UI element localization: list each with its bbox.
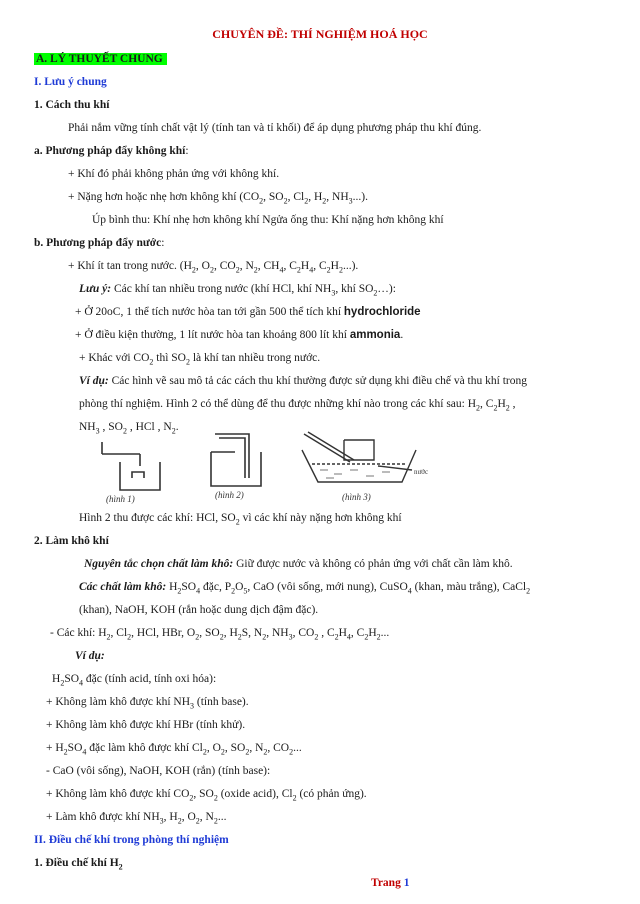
- section-ii-heading: II. Điều chế khí trong phòng thí nghiệm: [34, 834, 229, 846]
- example-item-6: + Không làm khô được khí $CO_2$, $SO_2$ (oxide acid), $Cl_2$ (có phản ứng).: [46, 788, 367, 803]
- drying-agents-line-1: Các chất làm khô: $H_2SO_4$ đặc, $P_2O_5$, CaO (vôi sống, mới nung), CuSO$_4$ (khan, màu trắng), CaCl$_2$: [79, 581, 531, 596]
- page-number: 1: [403, 877, 410, 889]
- figure-3-diagram: [298, 430, 438, 502]
- section-i-heading: I. Lưu ý chung: [34, 76, 107, 88]
- gas-list-line: - Các khí: $H_2$, $Cl_2$, HCl, HBr, $O_2$, $SO_2$, $H_2S$, $N_2$, $NH_3$, $CO_2$ , $C_2H_4$, $C_2H_2$...: [50, 627, 390, 642]
- heading-gas-collection: 1. Cách thu khí: [34, 99, 110, 111]
- note-item-3: + Khác với $CO_2$ thì $SO_2$ là khí tan nhiều trong nước.: [79, 352, 321, 367]
- example-item-2: + Không làm khô được khí $NH_3$ (tính base).: [46, 696, 249, 711]
- section-a-label: A. LÝ THUYẾT CHUNG: [34, 53, 167, 65]
- figure-1-caption: (hình 1): [106, 494, 135, 504]
- example-item-5: - CaO (vôi sống), NaOH, KOH (rắn) (tính base):: [46, 765, 271, 777]
- drying-principle: Nguyên tắc chọn chất làm khô: Giữ được nước và không có phản ứng với chất cần làm khô.: [84, 558, 513, 570]
- note-item-1: + Ở 20oC, 1 thể tích nước hòa tan tới gần 500 thể tích khí hydrochloride: [75, 306, 421, 318]
- paragraph-gas-collection: Phải nắm vững tính chất vật lý (tính tan và tỉ khối) để áp dụng phương pháp thu khí đúng.: [68, 122, 482, 134]
- figure-3-caption: (hình 3): [342, 492, 371, 502]
- example-item-1: $H_2SO_4$ đặc (tính acid, tính oxi hóa):: [52, 673, 217, 688]
- figure-2-diagram: [205, 428, 275, 500]
- example-line-3: $NH_3$ , $SO_2$ , HCl , $N_2$.: [79, 421, 179, 436]
- answer-line: Hình 2 thu được các khí: HCl, $SO_2$ vì các khí này nặng hơn không khí: [79, 512, 402, 527]
- heading-air-method: a. Phương pháp đẩy không khí:: [34, 145, 189, 157]
- note-line: Lưu ý: Các khí tan nhiều trong nước (khí HCl, khí $NH_3$, khí $SO_2\dots$):: [79, 283, 396, 298]
- heading-water-method: b. Phương pháp đẩy nước:: [34, 237, 165, 249]
- water-method-line-1: + Khí ít tan trong nước. ($H_2$, $O_2$, $CO_2$, $N_2$, $CH_4$, $C_2H_4$, $C_2H_2$...).: [68, 260, 359, 275]
- example-line-1: Ví dụ: Các hình vẽ sau mô tả các cách thu khí thường được sử dụng khi điều chế và thu khí trong: [79, 375, 527, 387]
- example-item-3: + Không làm khô được khí HBr (tính khử).: [46, 719, 246, 731]
- section-a-heading: [34, 52, 167, 67]
- heading-h2-prep: 1. Điều chế khí $H_2$: [34, 857, 123, 872]
- document-title: CHUYÊN ĐỀ: THÍ NGHIỆM HOÁ HỌC: [212, 27, 428, 41]
- drying-agents-line-2: (khan), NaOH, KOH (rắn hoặc dung dịch đậm đặc).: [79, 604, 319, 616]
- example-item-7: + Làm khô được khí $NH_3$, $H_2$, $O_2$, $N_2$...: [46, 811, 227, 826]
- example-heading-2: Ví dụ:: [75, 650, 105, 662]
- example-line-2: phòng thí nghiệm. Hình 2 có thể dùng để thu được những khí nào trong các khí sau: $H_2$, $C_2H_2$ ,: [79, 398, 516, 413]
- figure-1-diagram: [90, 432, 180, 504]
- heading-drying: 2. Làm khô khí: [34, 535, 109, 547]
- example-item-4: + $H_2SO_4$ đặc làm khô được khí $Cl_2$, $O_2$, $SO_2$, $N_2$, $CO_2$...: [46, 742, 302, 757]
- air-method-line-3: Úp bình thu: Khí nhẹ hơn không khí Ngửa ống thu: Khí nặng hơn không khí: [92, 214, 444, 226]
- page-footer: Trang 1: [371, 877, 410, 889]
- note-item-2: + Ở điều kiện thường, 1 lít nước hòa tan khoảng 800 lít khí ammonia.: [75, 329, 404, 341]
- figure-3-water-label: nước: [414, 468, 429, 476]
- air-method-line-1: + Khí đó phải không phản ứng với không khí.: [68, 168, 280, 180]
- air-method-line-2: + Nặng hơn hoặc nhẹ hơn không khí ($CO_2$, $SO_2$, $Cl_2$, $H_2$, $NH_3$...).: [68, 191, 368, 206]
- figure-2-caption: (hình 2): [215, 490, 244, 500]
